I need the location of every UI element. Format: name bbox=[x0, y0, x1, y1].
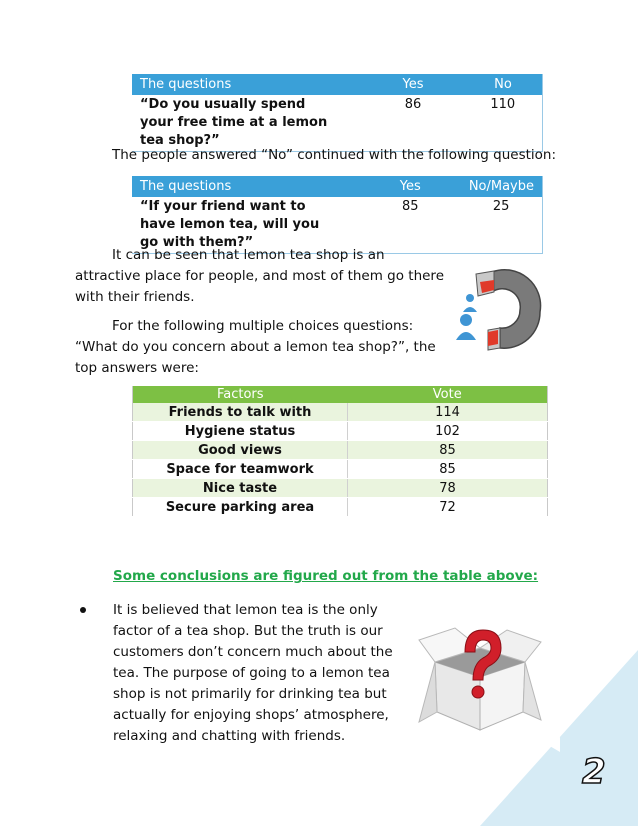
no-value: 110 bbox=[490, 97, 516, 112]
table-row bbox=[133, 498, 548, 517]
paragraph-line: with their friends. bbox=[75, 289, 195, 305]
question-line: tea shop?” bbox=[140, 133, 220, 148]
bullet-dot-icon bbox=[80, 607, 86, 613]
bullet-line: It is believed that lemon tea is the only bbox=[113, 602, 378, 618]
table-row bbox=[133, 441, 548, 460]
paragraph-line: It can be seen that lemon tea shop is an bbox=[112, 247, 385, 263]
header-no: No bbox=[464, 74, 543, 95]
conclusions-heading: Some conclusions are figured out from the table above: bbox=[113, 568, 539, 584]
header-vote: Vote bbox=[348, 386, 548, 403]
vote-cell: 85 bbox=[348, 460, 548, 479]
table-header-row bbox=[132, 176, 543, 197]
survey-table-friend bbox=[132, 176, 543, 254]
factors-vote-table bbox=[132, 386, 548, 517]
question-line: have lemon tea, will you bbox=[140, 217, 320, 232]
vote-cell: 114 bbox=[348, 403, 548, 422]
page-number: 2 bbox=[582, 752, 606, 792]
factor-cell: Good views bbox=[133, 441, 348, 460]
bullet-line: tea. The purpose of going to a lemon tea bbox=[113, 665, 390, 681]
magnet-attracting-people-icon bbox=[452, 258, 550, 356]
factor-cell: Secure parking area bbox=[133, 498, 348, 517]
vote-cell: 78 bbox=[348, 479, 548, 498]
table-row bbox=[133, 422, 548, 441]
bullet-line: relaxing and chatting with friends. bbox=[113, 728, 346, 744]
yes-value: 85 bbox=[402, 199, 419, 214]
header-yes: Yes bbox=[360, 176, 460, 197]
factor-cell: Friends to talk with bbox=[133, 403, 348, 422]
yes-value: 86 bbox=[404, 97, 422, 112]
table-row bbox=[133, 479, 548, 498]
paragraph-attractive bbox=[75, 245, 444, 308]
table-row bbox=[132, 95, 543, 152]
question-cell bbox=[132, 95, 363, 152]
survey-table-free-time bbox=[132, 74, 543, 152]
paragraph-multiple-choice bbox=[75, 316, 436, 379]
no-maybe-value: 25 bbox=[492, 199, 510, 214]
vote-cell: 72 bbox=[348, 498, 548, 517]
paragraph-line: top answers were: bbox=[75, 360, 199, 376]
header-questions: The questions bbox=[132, 176, 360, 197]
followup-text: The people answered “No” continued with the following question: bbox=[112, 147, 557, 163]
factor-cell: Hygiene status bbox=[133, 422, 348, 441]
header-factors: Factors bbox=[133, 386, 348, 403]
paragraph-line: attractive place for people, and most of them go there bbox=[75, 268, 444, 284]
vote-cell: 102 bbox=[348, 422, 548, 441]
question-mark-box-icon bbox=[415, 622, 545, 737]
table-row bbox=[133, 403, 548, 422]
conclusion-bullet bbox=[113, 600, 393, 747]
question-line: “If your friend want to bbox=[140, 199, 306, 214]
table-header-row bbox=[133, 386, 548, 403]
factor-cell: Nice taste bbox=[133, 479, 348, 498]
bullet-line: factor of a tea shop. But the truth is our bbox=[113, 623, 383, 639]
paragraph-line: “What do you concern about a lemon tea shop?”, the bbox=[75, 339, 436, 355]
bullet-line: actually for enjoying shops’ atmosphere, bbox=[113, 707, 389, 723]
table-row bbox=[133, 460, 548, 479]
bullet-line: customers don’t concern much about the bbox=[113, 644, 393, 660]
bullet-line: shop is not primarily for drinking tea but bbox=[113, 686, 387, 702]
question-line: go with them?” bbox=[140, 235, 254, 250]
factor-cell: Space for teamwork bbox=[133, 460, 348, 479]
question-line: your free time at a lemon bbox=[140, 115, 328, 130]
question-line: “Do you usually spend bbox=[140, 97, 306, 112]
vote-cell: 85 bbox=[348, 441, 548, 460]
paragraph-line: For the following multiple choices questions: bbox=[112, 318, 414, 334]
header-questions: The questions bbox=[132, 74, 363, 95]
table-header-row bbox=[132, 74, 543, 95]
header-yes: Yes bbox=[363, 74, 464, 95]
header-no-maybe: No/Maybe bbox=[460, 176, 542, 197]
